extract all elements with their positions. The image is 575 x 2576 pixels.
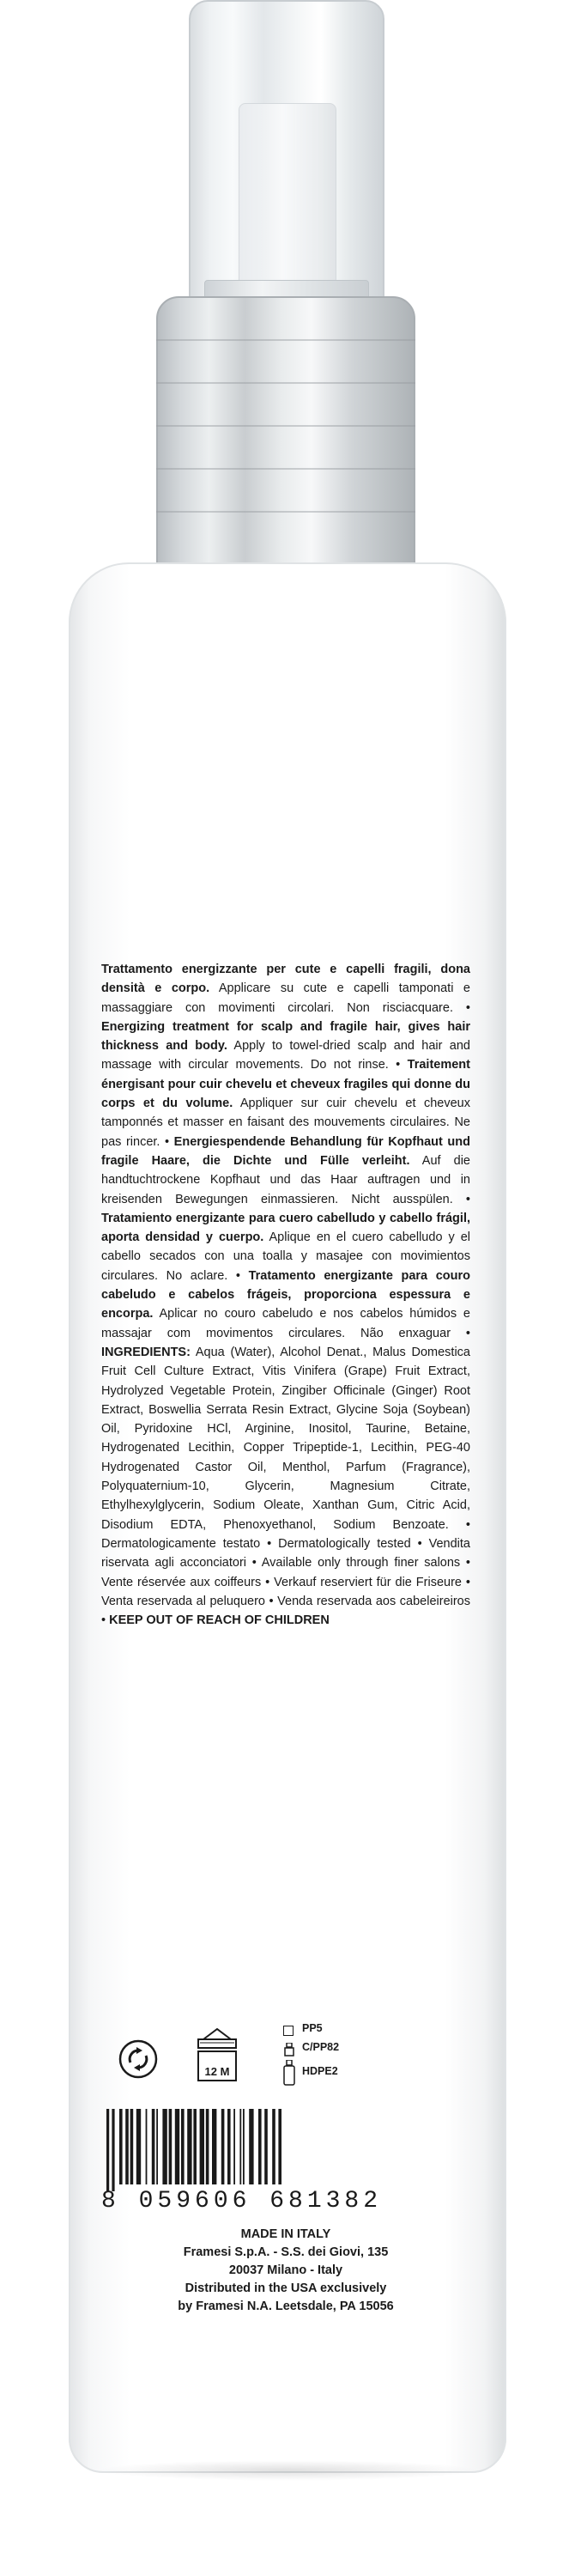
- barcode-bar: [112, 2109, 114, 2191]
- barcode-bar: [146, 2109, 148, 2184]
- material-codes: [283, 2022, 395, 2099]
- label-de-title: Energiespendende Behandlung für Kopfhaut und fragile Haare, die Dichte und Fülle verleiht.: [101, 1134, 470, 1168]
- barcode-bar: [169, 2109, 172, 2184]
- made-in: MADE IN ITALY: [240, 2227, 331, 2241]
- barcode-bar: [193, 2109, 197, 2184]
- barcode-bar: [206, 2109, 209, 2184]
- barcode-bar: [264, 2109, 268, 2184]
- barcode-digits: 8 059606 681382: [101, 2188, 383, 2215]
- material-code: PP5: [302, 2022, 323, 2034]
- bottle-icon: [283, 2060, 295, 2086]
- barcode-bar: [249, 2109, 253, 2184]
- ingredients-text: Aqua (Water), Alcohol Denat., Malus Domestica Fruit Cell Culture Extract, Vitis Vinifera (Grape) Fruit Extract, Hydrolyzed Vegetable Protein, Zingiber Officinale (Ginger) Root Extract, Boswellia Serrata Resin Extract, Glycine Soja (Soybean) Oil, Pyridoxine HCl, Arginine, Inositol, Taurine, Betaine, Hydrogenated Lecithin, Copper Tripeptide-1, Lecithin, PEG-40 Hydrogenated Castor Oil, Menthol, Parfum (Fragrance), Polyquaternium-10, Glycerin, Magnesium Citrate, Ethylhexylglycerin, Sodium Oleate, Xanthan Gum, Citric Acid, Disodium EDTA, Phenoxyethanol, Sodium Benzoate. • Dermatologicamente testato • Dermatologically tested • Vendita riservata agli acconciatori • Available only through finer salons • Vente réservée aux coiffeurs • Verkauf reserviert für die Friseure • Venta reservada al peluquero • Venda reservada aos cabeleireiros •: [101, 1345, 470, 1628]
- pao-label: 12 M: [204, 2065, 230, 2078]
- label-en-text: Apply to towel-dried scalp and hair and massage with circular movements. Do not rinse. •: [101, 1039, 470, 1072]
- label-en-title: Energizing treatment for scalp and fragile hair, gives hair thickness and body.: [101, 1019, 470, 1054]
- barcode-bar: [136, 2109, 141, 2184]
- barcode-bar: [239, 2109, 241, 2184]
- barcode-bar: [187, 2109, 191, 2184]
- label-fr-title: Traitement énergisant pour cuir chevelu et cheveux fragiles qui donne du corps et du volume.: [101, 1058, 470, 1111]
- product-label: [101, 960, 470, 1630]
- barcode-bar: [272, 2109, 275, 2184]
- barcode-bar: [175, 2109, 179, 2184]
- collar-ridge: [156, 425, 415, 427]
- barcode-bar: [119, 2109, 123, 2184]
- collar-ridge: [156, 511, 415, 513]
- warning-text: KEEP OUT OF REACH OF CHILDREN: [109, 1613, 330, 1628]
- barcode-bar: [130, 2109, 134, 2184]
- barcode-bar: [125, 2109, 129, 2184]
- barcode-bar: [106, 2109, 109, 2191]
- barcode-bar: [181, 2109, 185, 2184]
- recycle-icon: [118, 2039, 158, 2079]
- bottle-shadow: [94, 2460, 481, 2481]
- label-it-text: Applicare su cute e capelli tamponati e massaggiare con movimenti circolari. Non risciacquare. •: [101, 981, 470, 1015]
- material-code: HDPE2: [302, 2065, 338, 2077]
- distribution-note: Distributed in the USA exclusively: [185, 2281, 387, 2295]
- barcode-bar: [212, 2109, 216, 2184]
- barcode-bar: [278, 2109, 281, 2184]
- barcode-bar: [258, 2109, 262, 2184]
- barcode-bar: [162, 2109, 166, 2184]
- label-de-text: Auf die handtuchtrockene Kopfhaut und das Haar auftragen und in kreisenden Bewegungen einmassieren. Nicht ausspülen. •: [101, 1153, 470, 1206]
- collar-ridge: [156, 339, 415, 341]
- collar-ridge: [156, 468, 415, 470]
- label-it-title: Trattamento energizzante per cute e capelli fragili, dona densità e corpo.: [101, 963, 470, 996]
- barcode-bar: [233, 2109, 235, 2184]
- barcode-bar: [221, 2109, 225, 2184]
- manufacturer-info: [101, 2226, 470, 2316]
- company-address: Framesi S.p.A. - S.S. dei Giovi, 135: [183, 2245, 389, 2259]
- label-pt-text: Aplicar no couro cabeludo e nos cabelos húmidos e massajar com movimentos circulares. Não enxaguar •: [101, 1307, 470, 1340]
- barcode-bar: [227, 2109, 231, 2184]
- label-symbols: [101, 2022, 470, 2099]
- barcode: [101, 2109, 470, 2191]
- ingredients-title: INGREDIENTS:: [101, 1345, 191, 1359]
- company-city: 20037 Milano - Italy: [228, 2263, 343, 2277]
- distributor: by Framesi N.A. Leetsdale, PA 15056: [178, 2300, 394, 2313]
- label-es-title: Tratamiento energizante para cuero cabelludo y cabello frágil, aporta densidad y cuerpo.: [101, 1211, 470, 1245]
- label-pt-title: Tratamento energizante para couro cabeludo e cabelos frágeis, proporciona espessura e encorpa.: [101, 1268, 470, 1321]
- barcode-bar: [243, 2109, 245, 2184]
- label-fr-text: Appliquer sur cuir chevelu et cheveux tamponnés et masser en faisant des mouvements circulaires. Ne pas rincer. •: [101, 1097, 470, 1149]
- barcode-bar: [156, 2109, 158, 2184]
- barcode-bar: [200, 2109, 204, 2184]
- material-box-icon: [283, 2026, 294, 2036]
- barcode-bar: [152, 2109, 155, 2184]
- collar-ridge: [156, 382, 415, 384]
- label-es-text: Aplique en el cuero cabelludo y el cabello secados con una toalla y masajee con movimientos circulares. No aclare. •: [101, 1230, 470, 1283]
- bottle-collar: [156, 296, 415, 571]
- pump-icon: [283, 2043, 295, 2057]
- material-code: C/PP82: [302, 2041, 340, 2053]
